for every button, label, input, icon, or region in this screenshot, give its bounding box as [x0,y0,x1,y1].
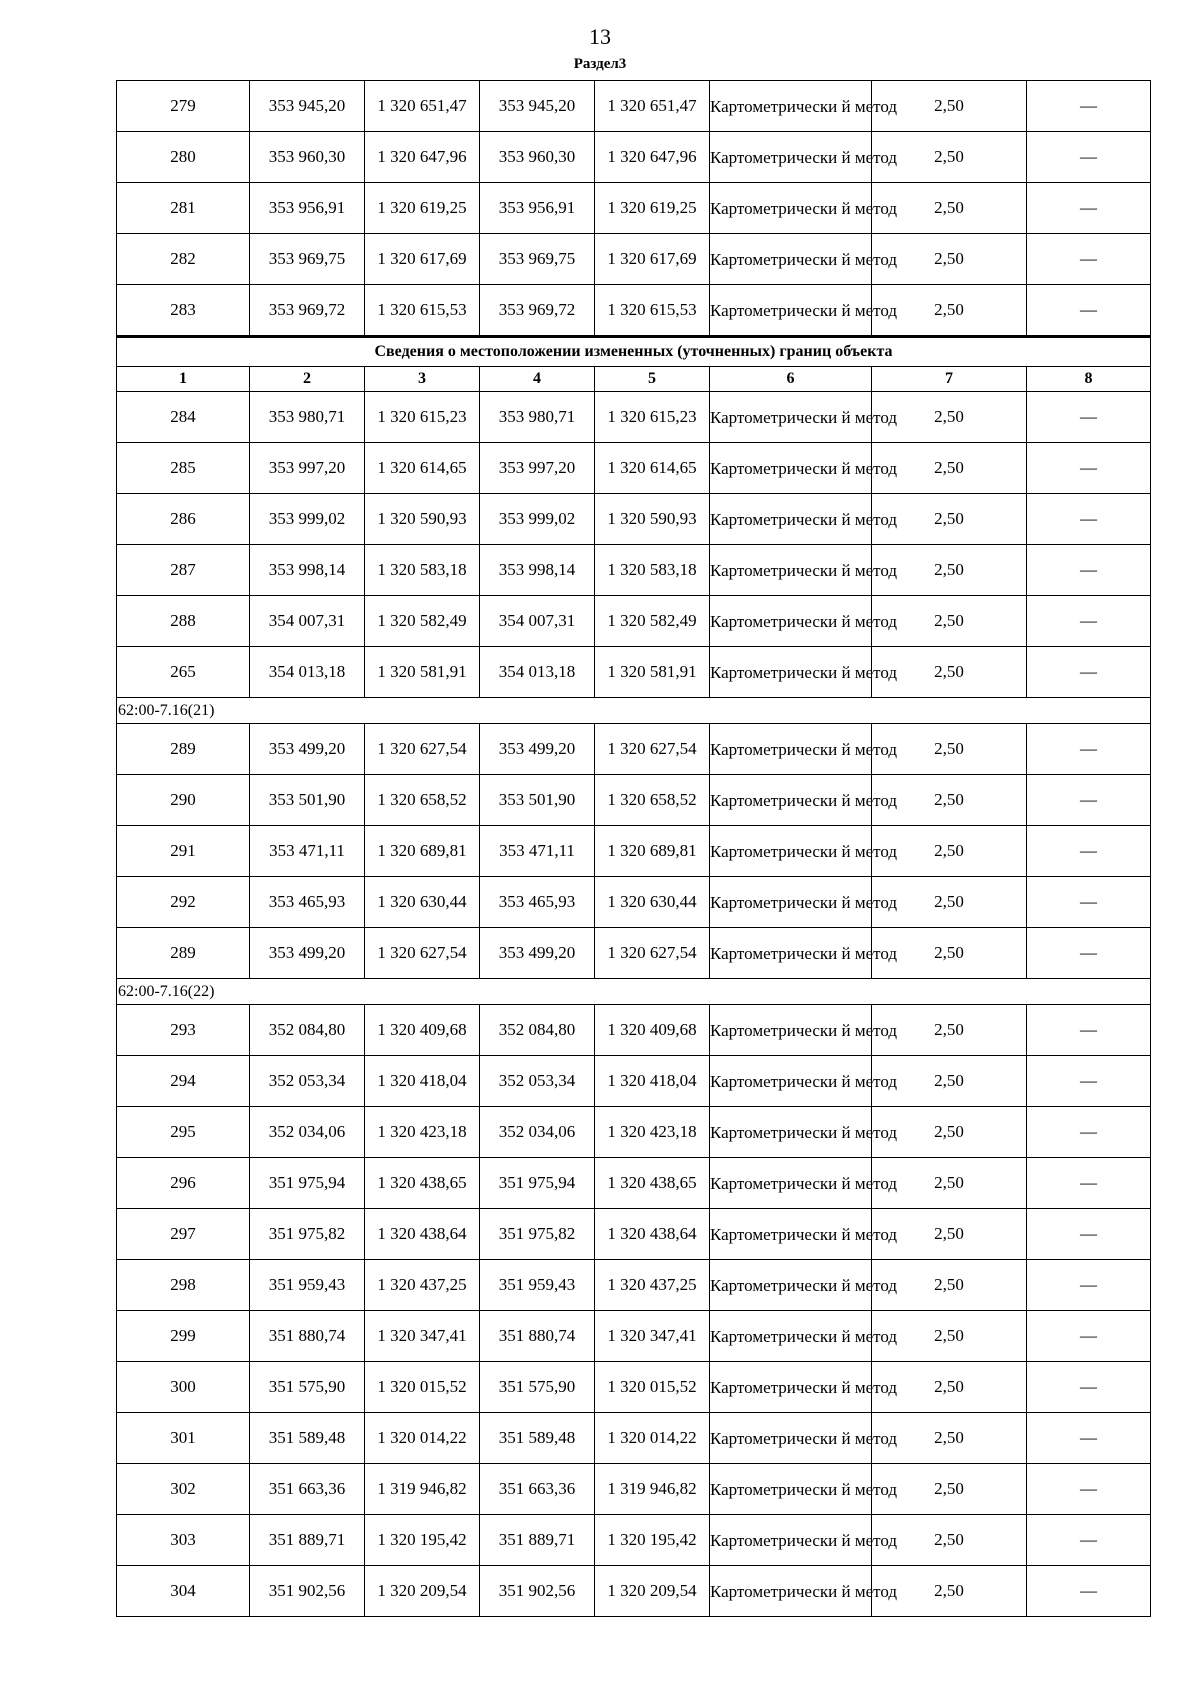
point-description-cell: — [1027,1260,1151,1311]
column-numbers-row [117,367,1151,392]
x-refined-cell: 353 997,20 [480,443,595,494]
point-number-cell: 281 [117,183,250,234]
determination-method-cell: Картометрически й метод [710,647,872,698]
point-description-cell: — [1027,596,1151,647]
point-description-cell: — [1027,1056,1151,1107]
y-refined-cell: 1 320 015,52 [595,1362,710,1413]
y-refined-cell: 1 320 437,25 [595,1260,710,1311]
table-row [117,183,1151,234]
determination-method-cell: Картометрически й метод [710,1515,872,1566]
y-existing-cell: 1 320 409,68 [365,1005,480,1056]
x-existing-cell: 353 501,90 [250,775,365,826]
accuracy-cell: 2,50 [872,775,1027,826]
x-existing-cell: 351 589,48 [250,1413,365,1464]
x-refined-cell: 352 084,80 [480,1005,595,1056]
section-title: Раздел3 [573,56,627,72]
point-number-cell: 283 [117,285,250,337]
determination-method-cell: Картометрически й метод [710,494,872,545]
determination-method-cell: Картометрически й метод [710,826,872,877]
y-refined-cell: 1 320 619,25 [595,183,710,234]
point-number-cell: 299 [117,1311,250,1362]
table-row [117,285,1151,337]
x-existing-cell: 351 889,71 [250,1515,365,1566]
y-refined-cell: 1 320 583,18 [595,545,710,596]
point-description-cell: — [1027,494,1151,545]
y-existing-cell: 1 320 583,18 [365,545,480,596]
y-refined-cell: 1 320 438,65 [595,1158,710,1209]
accuracy-cell: 2,50 [872,1158,1027,1209]
accuracy-cell: 2,50 [872,132,1027,183]
determination-method-cell: Картометрически й метод [710,724,872,775]
x-existing-cell: 353 465,93 [250,877,365,928]
x-refined-cell: 353 980,71 [480,392,595,443]
table-row [117,928,1151,979]
table-row [117,1515,1151,1566]
table-row [117,132,1151,183]
column-number: 2 [250,367,365,392]
point-description-cell: — [1027,1515,1151,1566]
point-description-cell: — [1027,1005,1151,1056]
x-refined-cell: 354 007,31 [480,596,595,647]
determination-method-cell: Картометрически й метод [710,183,872,234]
y-refined-cell: 1 320 647,96 [595,132,710,183]
column-number: 4 [480,367,595,392]
table-row [117,1413,1151,1464]
x-existing-cell: 351 975,82 [250,1209,365,1260]
y-existing-cell: 1 320 209,54 [365,1566,480,1617]
x-refined-cell: 353 969,75 [480,234,595,285]
determination-method-cell: Картометрически й метод [710,443,872,494]
table-row [117,494,1151,545]
point-number-cell: 282 [117,234,250,285]
x-existing-cell: 351 663,36 [250,1464,365,1515]
y-existing-cell: 1 320 015,52 [365,1362,480,1413]
column-number: 7 [872,367,1027,392]
x-existing-cell: 352 084,80 [250,1005,365,1056]
y-refined-cell: 1 320 627,54 [595,724,710,775]
y-refined-cell: 1 320 627,54 [595,928,710,979]
table-body [117,81,1151,1617]
point-description-cell: — [1027,1107,1151,1158]
x-refined-cell: 353 465,93 [480,877,595,928]
determination-method-cell: Картометрически й метод [710,1566,872,1617]
x-refined-cell: 353 998,14 [480,545,595,596]
determination-method-cell: Картометрически й метод [710,234,872,285]
accuracy-cell: 2,50 [872,724,1027,775]
x-refined-cell: 353 969,72 [480,285,595,337]
determination-method-cell: Картометрически й метод [710,1107,872,1158]
accuracy-cell: 2,50 [872,494,1027,545]
point-description-cell: — [1027,234,1151,285]
y-refined-cell: 1 319 946,82 [595,1464,710,1515]
y-refined-cell: 1 320 590,93 [595,494,710,545]
x-existing-cell: 353 945,20 [250,81,365,132]
y-existing-cell: 1 320 423,18 [365,1107,480,1158]
y-existing-cell: 1 320 627,54 [365,724,480,775]
x-refined-cell: 353 960,30 [480,132,595,183]
point-description-cell: — [1027,1209,1151,1260]
y-refined-cell: 1 320 195,42 [595,1515,710,1566]
determination-method-cell: Картометрически й метод [710,1413,872,1464]
table-row [117,392,1151,443]
point-description-cell: — [1027,443,1151,494]
point-description-cell: — [1027,1158,1151,1209]
accuracy-cell: 2,50 [872,596,1027,647]
point-description-cell: — [1027,183,1151,234]
y-existing-cell: 1 320 630,44 [365,877,480,928]
subheading-row [117,337,1151,367]
point-description-cell: — [1027,647,1151,698]
x-refined-cell: 351 575,90 [480,1362,595,1413]
column-number: 3 [365,367,480,392]
y-existing-cell: 1 319 946,82 [365,1464,480,1515]
x-refined-cell: 353 501,90 [480,775,595,826]
point-description-cell: — [1027,877,1151,928]
table-row [117,1362,1151,1413]
x-refined-cell: 353 999,02 [480,494,595,545]
point-number-cell: 280 [117,132,250,183]
accuracy-cell: 2,50 [872,1056,1027,1107]
x-refined-cell: 353 945,20 [480,81,595,132]
table-row [117,1566,1151,1617]
y-existing-cell: 1 320 581,91 [365,647,480,698]
x-existing-cell: 353 960,30 [250,132,365,183]
y-existing-cell: 1 320 615,53 [365,285,480,337]
table-row [117,1056,1151,1107]
accuracy-cell: 2,50 [872,1209,1027,1260]
point-number-cell: 304 [117,1566,250,1617]
table-row [117,1107,1151,1158]
determination-method-cell: Картометрически й метод [710,81,872,132]
y-refined-cell: 1 320 014,22 [595,1413,710,1464]
x-refined-cell: 352 053,34 [480,1056,595,1107]
point-description-cell: — [1027,132,1151,183]
y-existing-cell: 1 320 437,25 [365,1260,480,1311]
table-row [117,775,1151,826]
accuracy-cell: 2,50 [872,545,1027,596]
page-number: 13 [589,24,611,49]
table-row [117,234,1151,285]
y-refined-cell: 1 320 409,68 [595,1005,710,1056]
accuracy-cell: 2,50 [872,826,1027,877]
point-number-cell: 303 [117,1515,250,1566]
y-refined-cell: 1 320 658,52 [595,775,710,826]
subheading: Сведения о местоположении измененных (уточненных) границ объекта [117,337,1151,367]
point-number-cell: 291 [117,826,250,877]
y-refined-cell: 1 320 689,81 [595,826,710,877]
x-existing-cell: 351 880,74 [250,1311,365,1362]
point-number-cell: 265 [117,647,250,698]
y-refined-cell: 1 320 209,54 [595,1566,710,1617]
accuracy-cell: 2,50 [872,183,1027,234]
y-existing-cell: 1 320 617,69 [365,234,480,285]
point-number-cell: 288 [117,596,250,647]
x-refined-cell: 351 880,74 [480,1311,595,1362]
determination-method-cell: Картометрически й метод [710,1005,872,1056]
x-refined-cell: 353 471,11 [480,826,595,877]
point-number-cell: 302 [117,1464,250,1515]
accuracy-cell: 2,50 [872,1566,1027,1617]
x-existing-cell: 353 998,14 [250,545,365,596]
x-refined-cell: 353 499,20 [480,928,595,979]
point-description-cell: — [1027,545,1151,596]
point-description-cell: — [1027,285,1151,337]
point-number-cell: 293 [117,1005,250,1056]
point-description-cell: — [1027,392,1151,443]
point-number-cell: 289 [117,928,250,979]
y-existing-cell: 1 320 627,54 [365,928,480,979]
group-label-row [117,698,1151,724]
point-number-cell: 284 [117,392,250,443]
determination-method-cell: Картометрически й метод [710,928,872,979]
accuracy-cell: 2,50 [872,285,1027,337]
x-refined-cell: 353 956,91 [480,183,595,234]
y-existing-cell: 1 320 647,96 [365,132,480,183]
column-number: 1 [117,367,250,392]
group-label: 62:00-7.16(22) [117,979,1151,1005]
x-existing-cell: 351 975,94 [250,1158,365,1209]
accuracy-cell: 2,50 [872,81,1027,132]
point-description-cell: — [1027,1362,1151,1413]
y-existing-cell: 1 320 582,49 [365,596,480,647]
x-existing-cell: 354 013,18 [250,647,365,698]
point-description-cell: — [1027,775,1151,826]
determination-method-cell: Картометрически й метод [710,1362,872,1413]
determination-method-cell: Картометрически й метод [710,1056,872,1107]
x-existing-cell: 353 499,20 [250,724,365,775]
accuracy-cell: 2,50 [872,1515,1027,1566]
determination-method-cell: Картометрически й метод [710,596,872,647]
y-existing-cell: 1 320 195,42 [365,1515,480,1566]
accuracy-cell: 2,50 [872,1005,1027,1056]
y-existing-cell: 1 320 590,93 [365,494,480,545]
table-row [117,1158,1151,1209]
accuracy-cell: 2,50 [872,1311,1027,1362]
point-number-cell: 279 [117,81,250,132]
accuracy-cell: 2,50 [872,647,1027,698]
y-existing-cell: 1 320 651,47 [365,81,480,132]
determination-method-cell: Картометрически й метод [710,1158,872,1209]
point-number-cell: 300 [117,1362,250,1413]
y-refined-cell: 1 320 438,64 [595,1209,710,1260]
group-label-row [117,979,1151,1005]
table-row [117,724,1151,775]
y-refined-cell: 1 320 651,47 [595,81,710,132]
y-existing-cell: 1 320 418,04 [365,1056,480,1107]
point-description-cell: — [1027,724,1151,775]
y-refined-cell: 1 320 615,53 [595,285,710,337]
x-existing-cell: 352 053,34 [250,1056,365,1107]
x-refined-cell: 353 499,20 [480,724,595,775]
x-existing-cell: 353 969,75 [250,234,365,285]
accuracy-cell: 2,50 [872,1464,1027,1515]
determination-method-cell: Картометрически й метод [710,1464,872,1515]
y-existing-cell: 1 320 347,41 [365,1311,480,1362]
coordinates-table [116,80,1151,1617]
column-number: 5 [595,367,710,392]
y-refined-cell: 1 320 423,18 [595,1107,710,1158]
table-row [117,81,1151,132]
group-label: 62:00-7.16(21) [117,698,1151,724]
point-description-cell: — [1027,1566,1151,1617]
point-number-cell: 289 [117,724,250,775]
point-description-cell: — [1027,1413,1151,1464]
point-description-cell: — [1027,1311,1151,1362]
point-number-cell: 287 [117,545,250,596]
y-refined-cell: 1 320 614,65 [595,443,710,494]
accuracy-cell: 2,50 [872,1107,1027,1158]
x-refined-cell: 351 902,56 [480,1566,595,1617]
y-existing-cell: 1 320 614,65 [365,443,480,494]
table-row [117,1005,1151,1056]
determination-method-cell: Картометрически й метод [710,1209,872,1260]
accuracy-cell: 2,50 [872,234,1027,285]
x-existing-cell: 351 575,90 [250,1362,365,1413]
table-row [117,647,1151,698]
determination-method-cell: Картометрически й метод [710,392,872,443]
x-existing-cell: 353 999,02 [250,494,365,545]
x-existing-cell: 353 471,11 [250,826,365,877]
y-existing-cell: 1 320 619,25 [365,183,480,234]
accuracy-cell: 2,50 [872,1362,1027,1413]
determination-method-cell: Картометрически й метод [710,775,872,826]
accuracy-cell: 2,50 [872,928,1027,979]
determination-method-cell: Картометрически й метод [710,285,872,337]
accuracy-cell: 2,50 [872,877,1027,928]
column-number: 8 [1027,367,1151,392]
y-existing-cell: 1 320 615,23 [365,392,480,443]
point-number-cell: 297 [117,1209,250,1260]
determination-method-cell: Картометрически й метод [710,132,872,183]
point-number-cell: 295 [117,1107,250,1158]
point-number-cell: 292 [117,877,250,928]
point-number-cell: 301 [117,1413,250,1464]
x-existing-cell: 353 969,72 [250,285,365,337]
y-existing-cell: 1 320 658,52 [365,775,480,826]
x-refined-cell: 351 959,43 [480,1260,595,1311]
x-refined-cell: 351 663,36 [480,1464,595,1515]
x-existing-cell: 353 956,91 [250,183,365,234]
table-row [117,545,1151,596]
x-existing-cell: 351 959,43 [250,1260,365,1311]
point-description-cell: — [1027,1464,1151,1515]
table-row [117,1311,1151,1362]
table-row [117,1209,1151,1260]
x-refined-cell: 354 013,18 [480,647,595,698]
y-refined-cell: 1 320 581,91 [595,647,710,698]
accuracy-cell: 2,50 [872,392,1027,443]
point-description-cell: — [1027,826,1151,877]
x-refined-cell: 351 589,48 [480,1413,595,1464]
y-refined-cell: 1 320 630,44 [595,877,710,928]
table-row [117,1260,1151,1311]
point-number-cell: 290 [117,775,250,826]
determination-method-cell: Картометрически й метод [710,1311,872,1362]
x-existing-cell: 354 007,31 [250,596,365,647]
table-row [117,596,1151,647]
table-row [117,826,1151,877]
x-existing-cell: 353 980,71 [250,392,365,443]
accuracy-cell: 2,50 [872,1260,1027,1311]
table-row [117,443,1151,494]
point-number-cell: 298 [117,1260,250,1311]
x-existing-cell: 353 499,20 [250,928,365,979]
x-existing-cell: 353 997,20 [250,443,365,494]
point-number-cell: 296 [117,1158,250,1209]
y-refined-cell: 1 320 615,23 [595,392,710,443]
accuracy-cell: 2,50 [872,1413,1027,1464]
y-refined-cell: 1 320 582,49 [595,596,710,647]
point-number-cell: 286 [117,494,250,545]
table-row [117,1464,1151,1515]
determination-method-cell: Картометрически й метод [710,1260,872,1311]
y-existing-cell: 1 320 438,64 [365,1209,480,1260]
y-existing-cell: 1 320 438,65 [365,1158,480,1209]
y-existing-cell: 1 320 014,22 [365,1413,480,1464]
point-description-cell: — [1027,81,1151,132]
point-description-cell: — [1027,928,1151,979]
y-refined-cell: 1 320 347,41 [595,1311,710,1362]
x-existing-cell: 351 902,56 [250,1566,365,1617]
x-refined-cell: 351 975,82 [480,1209,595,1260]
table-row [117,877,1151,928]
y-refined-cell: 1 320 418,04 [595,1056,710,1107]
determination-method-cell: Картометрически й метод [710,545,872,596]
x-existing-cell: 352 034,06 [250,1107,365,1158]
column-number: 6 [710,367,872,392]
x-refined-cell: 352 034,06 [480,1107,595,1158]
x-refined-cell: 351 975,94 [480,1158,595,1209]
determination-method-cell: Картометрически й метод [710,877,872,928]
x-refined-cell: 351 889,71 [480,1515,595,1566]
y-refined-cell: 1 320 617,69 [595,234,710,285]
point-number-cell: 294 [117,1056,250,1107]
y-existing-cell: 1 320 689,81 [365,826,480,877]
point-number-cell: 285 [117,443,250,494]
accuracy-cell: 2,50 [872,443,1027,494]
